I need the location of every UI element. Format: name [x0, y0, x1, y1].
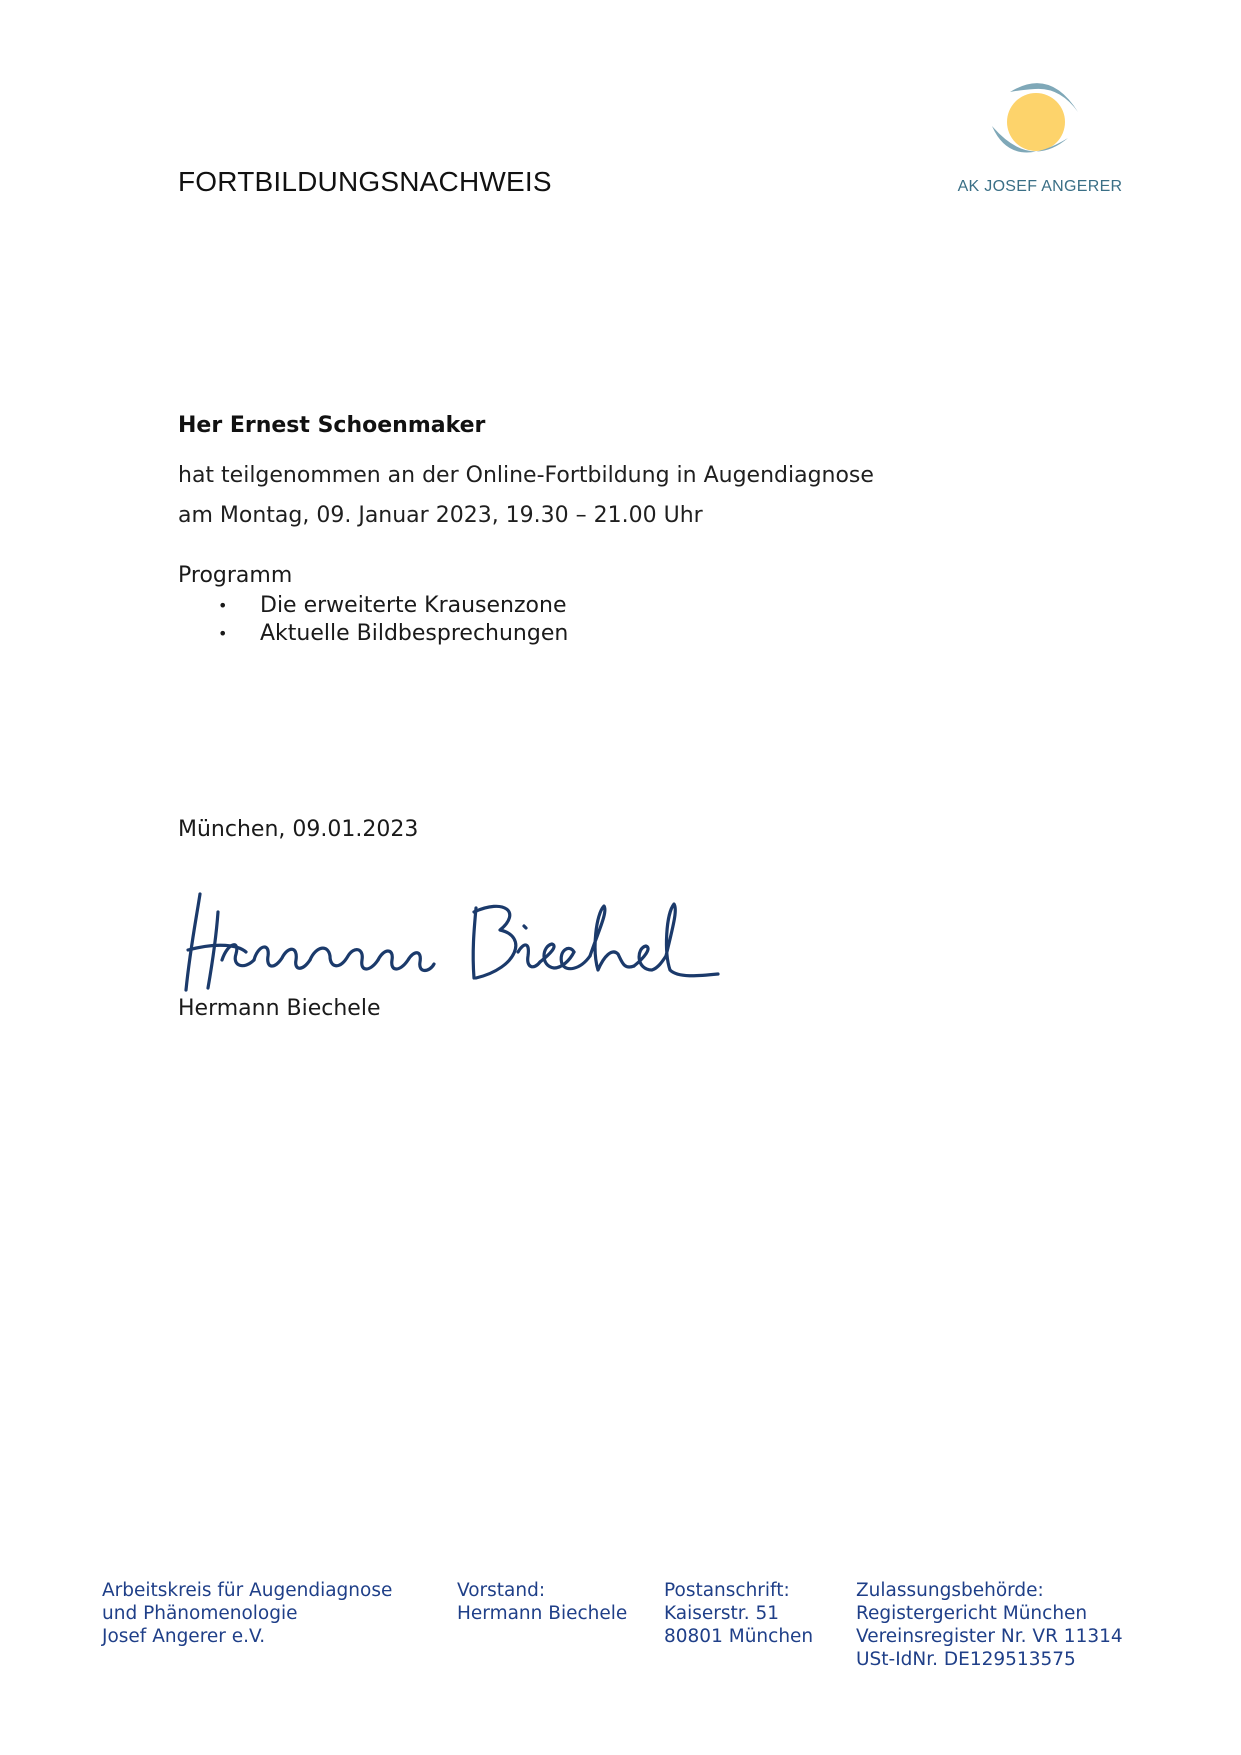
document-title: FORTBILDUNGSNACHWEIS	[178, 166, 552, 197]
program-item	[210, 591, 568, 619]
participation-line: hat teilgenommen an der Online-Fortbildung in Augendiagnose	[178, 463, 874, 488]
footer-line: und Phänomenologie	[102, 1603, 298, 1624]
footer-line: Vereinsregister Nr. VR 11314	[856, 1626, 1123, 1647]
footer-line: Hermann Biechele	[457, 1603, 628, 1624]
footer-line: Kaiserstr. 51	[664, 1603, 780, 1624]
program-title: Programm	[178, 563, 293, 588]
program-item	[210, 619, 568, 647]
footer-line: Postanschrift:	[664, 1580, 790, 1601]
program-item-label: Die erweiterte Krausenzone	[260, 592, 567, 618]
footer-line: Registergericht München	[856, 1603, 1088, 1624]
handwritten-signature	[178, 890, 723, 1000]
footer-line: USt-IdNr. DE129513575	[856, 1649, 1076, 1670]
place-date: München, 09.01.2023	[178, 817, 419, 842]
program-item-label: Aktuelle Bildbesprechungen	[260, 620, 569, 646]
footer-line: Arbeitskreis für Augendiagnose	[102, 1580, 393, 1601]
logo-text: AK JOSEF ANGERER	[957, 178, 1123, 195]
logo-sun	[1007, 93, 1065, 151]
footer-organization	[102, 1579, 392, 1648]
signer-name: Hermann Biechele	[178, 996, 381, 1021]
recipient-name: Her Ernest Schoenmaker	[178, 413, 486, 438]
bullet-icon: •	[218, 595, 228, 615]
bullet-icon: •	[218, 623, 228, 643]
footer-line: 80801 München	[664, 1626, 814, 1647]
footer-board	[457, 1579, 627, 1625]
footer-registration	[856, 1579, 1123, 1671]
footer-line: Zulassungsbehörde:	[856, 1580, 1044, 1601]
date-time-line: am Montag, 09. Januar 2023, 19.30 – 21.00 Uhr	[178, 503, 703, 528]
footer-line: Josef Angerer e.V.	[102, 1626, 266, 1647]
footer-line: Vorstand:	[457, 1580, 546, 1601]
program-list	[210, 591, 568, 647]
footer-postal-address	[664, 1579, 813, 1648]
